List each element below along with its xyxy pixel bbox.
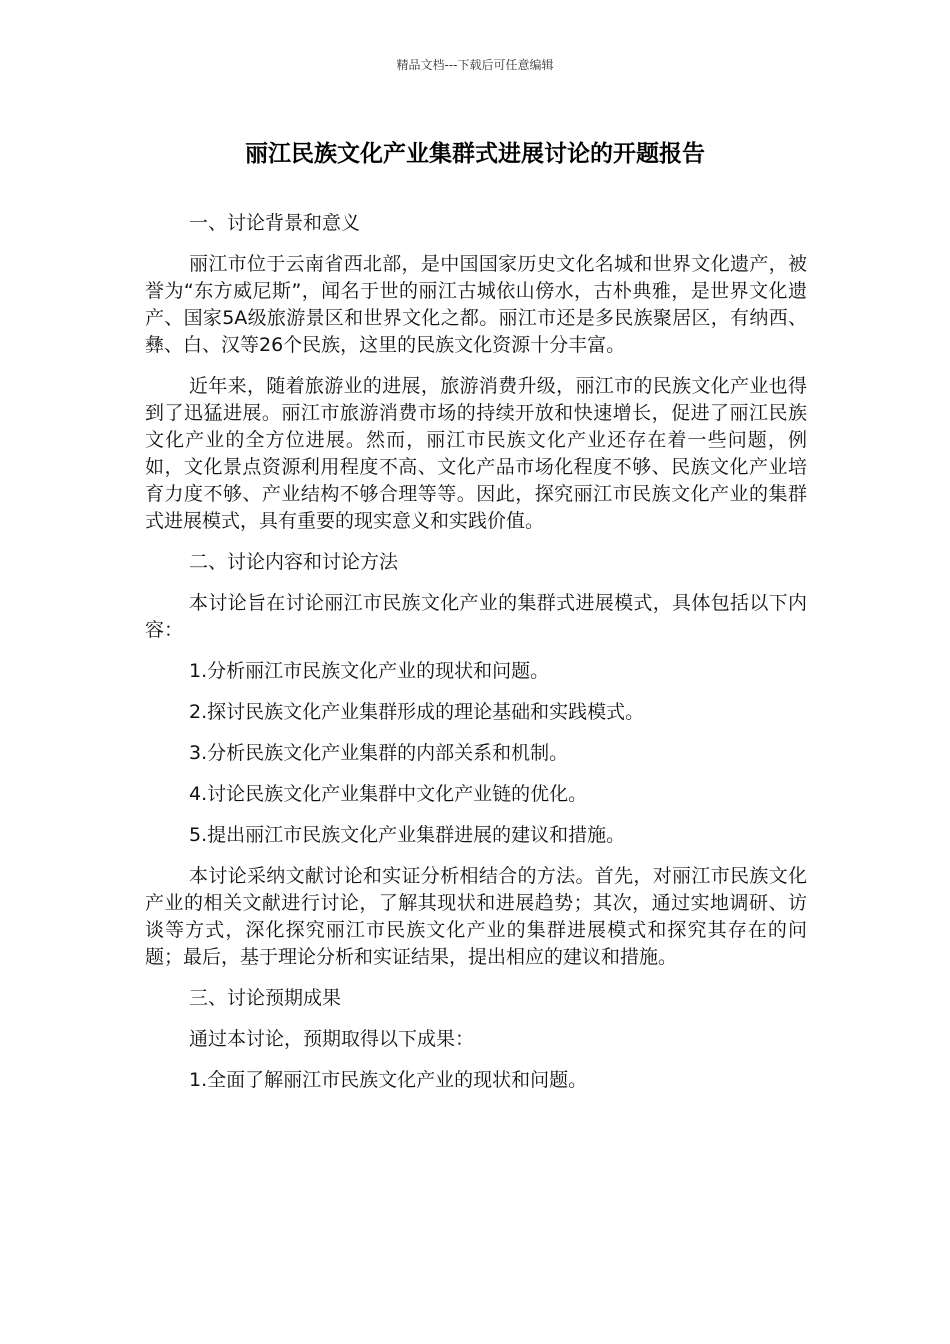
paragraph-results-intro: 通过本讨论，预期取得以下成果： (189, 1028, 475, 1050)
list-item: 5.提出丽江市民族文化产业集群进展的建议和措施。 (189, 824, 626, 846)
section-heading-background: 一、讨论背景和意义 (189, 212, 361, 234)
section-heading-expected-results: 三、讨论预期成果 (189, 987, 342, 1009)
list-item: 4.讨论民族文化产业集群中文化产业链的优化。 (189, 783, 588, 805)
page-header: 精品文档---下载后可任意编辑 (396, 58, 554, 72)
section-heading-content-method: 二、讨论内容和讨论方法 (189, 551, 399, 573)
document-title: 丽江民族文化产业集群式进展讨论的开题报告 (245, 141, 705, 167)
paragraph-method: 本讨论采纳文献讨论和实证分析相结合的方法。首先，对丽江市民族文化产业的相关文献进行讨论，了解其现状和进展趋势；其次，通过实地调研、访谈等方式，深化探究丽江市民族文化产业的集群进展模式和探究其存在的问题；最后，基于理论分析和实证结果，提出相应的建议和措施。 (145, 865, 807, 968)
paragraph-location: 丽江市位于云南省西北部，是中国国家历史文化名城和世界文化遗产，被誉为“东方威尼斯”，闻名于世的丽江古城依山傍水，古朴典雅，是世界文化遗产、国家5A级旅游景区和世界文化之都。丽江市还是多民族聚居区，有纳西、彝、白、汉等26个民族，这里的民族文化资源十分丰富。 (145, 253, 807, 356)
list-item: 2.探讨民族文化产业集群形成的理论基础和实践模式。 (189, 701, 645, 723)
list-item: 1.分析丽江市民族文化产业的现状和问题。 (189, 660, 550, 682)
paragraph-recent-development: 近年来，随着旅游业的进展，旅游消费升级，丽江市的民族文化产业也得到了迅猛进展。丽江市旅游消费市场的持续开放和快速增长，促进了丽江民族文化产业的全方位进展。然而，丽江市民族文化产业还存在着一些问题，例如，文化景点资源利用程度不高、文化产品市场化程度不够、民族文化产业培育力度不够、产业结构不够合理等等。因此，探究丽江市民族文化产业的集群式进展模式，具有重要的现实意义和实践价值。 (145, 375, 807, 532)
paragraph-content-intro: 本讨论旨在讨论丽江市民族文化产业的集群式进展模式，具体包括以下内容： (145, 592, 807, 641)
list-item: 3.分析民族文化产业集群的内部关系和机制。 (189, 742, 569, 764)
document-body (145, 210, 807, 1108)
list-item: 1.全面了解丽江市民族文化产业的现状和问题。 (189, 1069, 588, 1091)
